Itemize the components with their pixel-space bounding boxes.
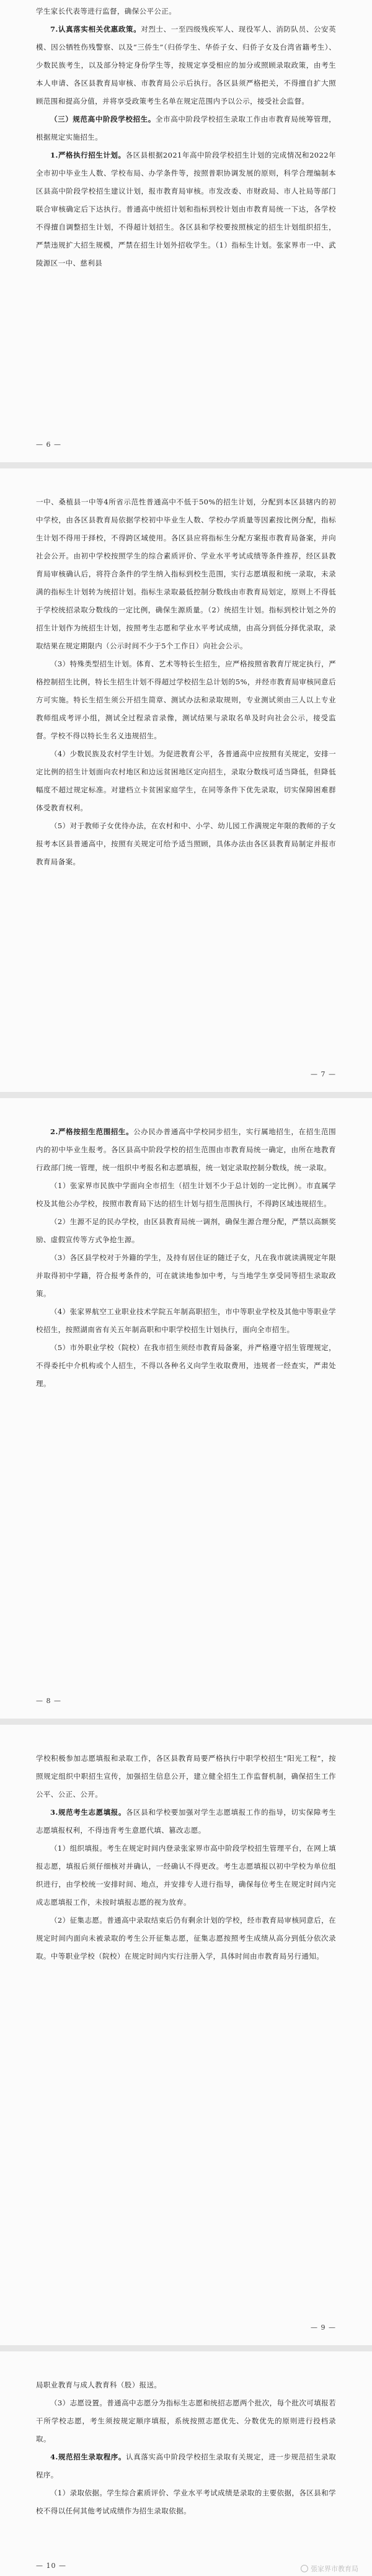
paragraph: （3）各区县学校对于外籍的学生，及持有居住证的随迁子女，凡在我市就读满规定年限并取得初中学籍，符合报考条件的，可在就读地参加中考，与当地学生享受同等招生录取政策。 xyxy=(36,1253,336,1298)
paragraph: 一中、桑植县一中等4所省示范性普通高中不低于50%的招生计划，分配到本区县辖内的初中学校，由各区县教育局依据学校初中毕业生人数、学校办学质量等因素按比例分配，指标生计划不得用于择校，不得跨区域使用。各区县应将指标生分配方案报市教育局备案，并向社会公开。由初中学校按照学生的综合素质评价、学业水平考试成绩等条件推荐，经区县教育局审核确认后，将符合条件的学生纳入指标到校生范围，实行志愿填报和统一录取，未录满的指标生计划转为统招计划。指标生录取最低控制分数线由市教育局划定，原则上不得低于学校统招录取分数线的一定比例，确保生源质量。（2）统招生计划。指标到校计划之外的招生计划作为统招生计划，按照考生志愿和学业水平考试成绩，由高分到低分择优录取，录取结果在规定期限内（公示时间不少于5个工作日）向社会公示。 xyxy=(36,498,336,650)
page-number: — 7 — xyxy=(311,1070,336,1078)
paragraph: 2.严格按招生范围招生。公办民办普通高中学校同步招生，实行属地招生，在招生范围内的初中毕业生报考。各区县高中阶段学校的招生范围由市教育局统一确定，由所在地教育行政部门统一管理，统一组织中考报名和志愿填报，统一划定录取控制分数线，统一录取。 xyxy=(36,1127,336,1172)
paragraph: （三）规范高中阶段学校招生。全市高中阶段学校招生录取工作由市教育局统筹管理，根据规定实施招生。 xyxy=(36,115,336,141)
paragraph: 学生家长代表等进行监督，确保公平公正。 xyxy=(36,7,177,16)
document-page-6 xyxy=(0,0,372,462)
page-number: — 10 — xyxy=(36,2562,66,2570)
paragraph: （4）张家界航空工业职业技术学院五年制高职招生，市中等职业学校及其他中等职业学校招生，按照湖南省有关五年制高职和中职学校招生计划执行，面向全市招生。 xyxy=(36,1307,336,1334)
wechat-logo-icon xyxy=(301,2565,308,2572)
paragraph: （1）组织填报。考生在规定时间内登录张家界市高中阶段学校招生管理平台，在网上填报志愿，填报后须仔细核对并确认，一经确认不得更改。考生志愿填报以初中学校为单位组织进行，由学校统一安排时间、地点，并安排专人进行指导，确保每位考生在规定时间内完成志愿填报工作，未按时填报志愿的视为放弃。 xyxy=(36,1844,336,1907)
paragraph: 局职业教育与成人教育科（股）报送。 xyxy=(36,2381,162,2389)
paragraph: （5）对于教师子女优待办法，在农村和中、小学、幼儿园工作满规定年限的教师的子女报考本区县普通高中，按照有关规定可给予适当照顾，具体办法由各区县教育局制定并报市教育局备案。 xyxy=(36,821,336,866)
paragraph: （2）生源不足的民办学校，由区县教育局统一调剂，确保生源合理分配，严禁以高额奖励、虚假宣传等方式争抢生源。 xyxy=(36,1217,336,1244)
document-page-8 xyxy=(0,1098,372,1719)
page-number: — 9 — xyxy=(311,2323,336,2332)
paragraph: 学校积极参加志愿填报和录取工作，各区县教育局要严格执行中职学校招生“阳光工程”，按照规定组织中职招生宣传，加强招生信息公开，建立健全招生工作监督机制，确保招生工作公平、公正、公开。 xyxy=(36,1754,336,1799)
paragraph: 7.认真落实相关优惠政策。对烈士、一至四级残疾军人、现役军人、消防队员、公安英模、因公牺牲伤残警察、以及“三侨生”（归侨学生、华侨子女、归侨子女及台湾省籍考生）、少数民族考生，以及部分特定身份学生等，按规定享受相应的加分或照顾录取政策，由考生本人申请、各区县教育局审核、市教育局公示后执行。各区县须严格把关，不得擅自扩大照顾范围和提高分值，并将享受政策考生名单在规定范围内予以公示，接受社会监督。 xyxy=(36,25,336,105)
paragraph: （4）少数民族及农村学生计划。为促进教育公平，各普通高中应按照有关规定，安排一定比例的招生计划面向农村地区和边远贫困地区定向招生，录取分数线可适当降低，但降低幅度不超过规定标准。对建档立卡贫困家庭学生，在同等条件下优先录取，切实保障困难群体受教育权利。 xyxy=(36,749,336,812)
watermark-text: 張家界市教育局 xyxy=(311,2565,358,2573)
document-page-9 xyxy=(0,1725,372,2345)
paragraph: （3）特殊类型招生计划。体育、艺术等特长生招生，应严格按照省教育厅规定执行，严格控制招生比例，特长生招生计划不得超过学校招生总计划的5%，并经市教育局审核同意后方可实施。特长生招生须公开招生简章、测试办法和录取规则，专业测试须由三人以上专业教师组成考评小组，测试全过程录音录像，测试结果与录取名单及时向社会公示，接受监督。学校不得以特长生名义违规招生。 xyxy=(36,660,336,740)
paragraph: （1）张家界市民族中学面向全市招生（招生计划不少于总计划的一定比例）。市直属学校及其他公办学校，按照市教育局下达的招生计划与招生范围执行，不得跨区域违规招生。 xyxy=(36,1181,336,1208)
document-page-7 xyxy=(0,468,372,1092)
paragraph: （1）录取依据。学生综合素质评价、学业水平考试成绩是录取的主要依据，各区县和学校不得以任何其他考试成绩作为招生录取依据。 xyxy=(36,2489,336,2515)
watermark xyxy=(301,2564,358,2574)
paragraph: （5）市外职业学校（院校）在我市招生须经市教育局备案，并严格遵守招生管理规定，不得委托中介机构或个人招生，不得以各种名义向学生收取费用，违规者一经查实，严肃处理。 xyxy=(36,1343,336,1388)
page-number: — 8 — xyxy=(36,1697,61,1705)
document-page-10 xyxy=(0,2351,372,2576)
paragraph: 4.规范招生录取程序。认真落实高中阶段学校招生录取有关规定，进一步规范招生录取程序。 xyxy=(36,2453,337,2479)
paragraph: 1.严格执行招生计划。各区县根据2021年高中阶段学校招生计划的完成情况和2022年全市初中毕业生人数、学校布局、办学条件等，按照普职协调发展的原则，科学合理编制本区县高中阶段学校招生建议计划，报市教育局审核。市发改委、市财政局、市人社局等部门联合审核确定后下达执行。普通高中统招计划和指标到校计划由市教育局统一下达，各学校不得擅自调整招生计划，不得超计划招生。各区县和学校要按照核定的招生计划组织招生，严禁违规扩大招生规模，严禁在招生计划外招收学生。（1）指标生计划。张家界市一中、武陵源区一中、慈利县 xyxy=(36,151,337,267)
page-number: — 6 — xyxy=(36,441,61,449)
paragraph: （3）志愿设置。普通高中志愿分为指标生志愿和统招志愿两个批次，每个批次可填报若干所学校志愿，考生须按规定顺序填报，系统按照志愿优先、分数优先的原则进行投档录取。 xyxy=(36,2399,336,2443)
paragraph: 3.规范考生志愿填报。各区县和学校要加强对学生志愿填报工作的指导，切实保障考生志愿填报权利，不得违背考生意愿代填、篡改志愿。 xyxy=(36,1808,337,1835)
paragraph: （2）征集志愿。普通高中录取结束后仍有剩余计划的学校，经市教育局审核同意后，在规定时间内面向未被录取的考生公开征集志愿，征集志愿按照考生成绩从高分到低分依次录取。中等职业学校（院校）在规定时间内实行注册入学，具体时间由市教育局另行通知。 xyxy=(36,1916,336,1961)
